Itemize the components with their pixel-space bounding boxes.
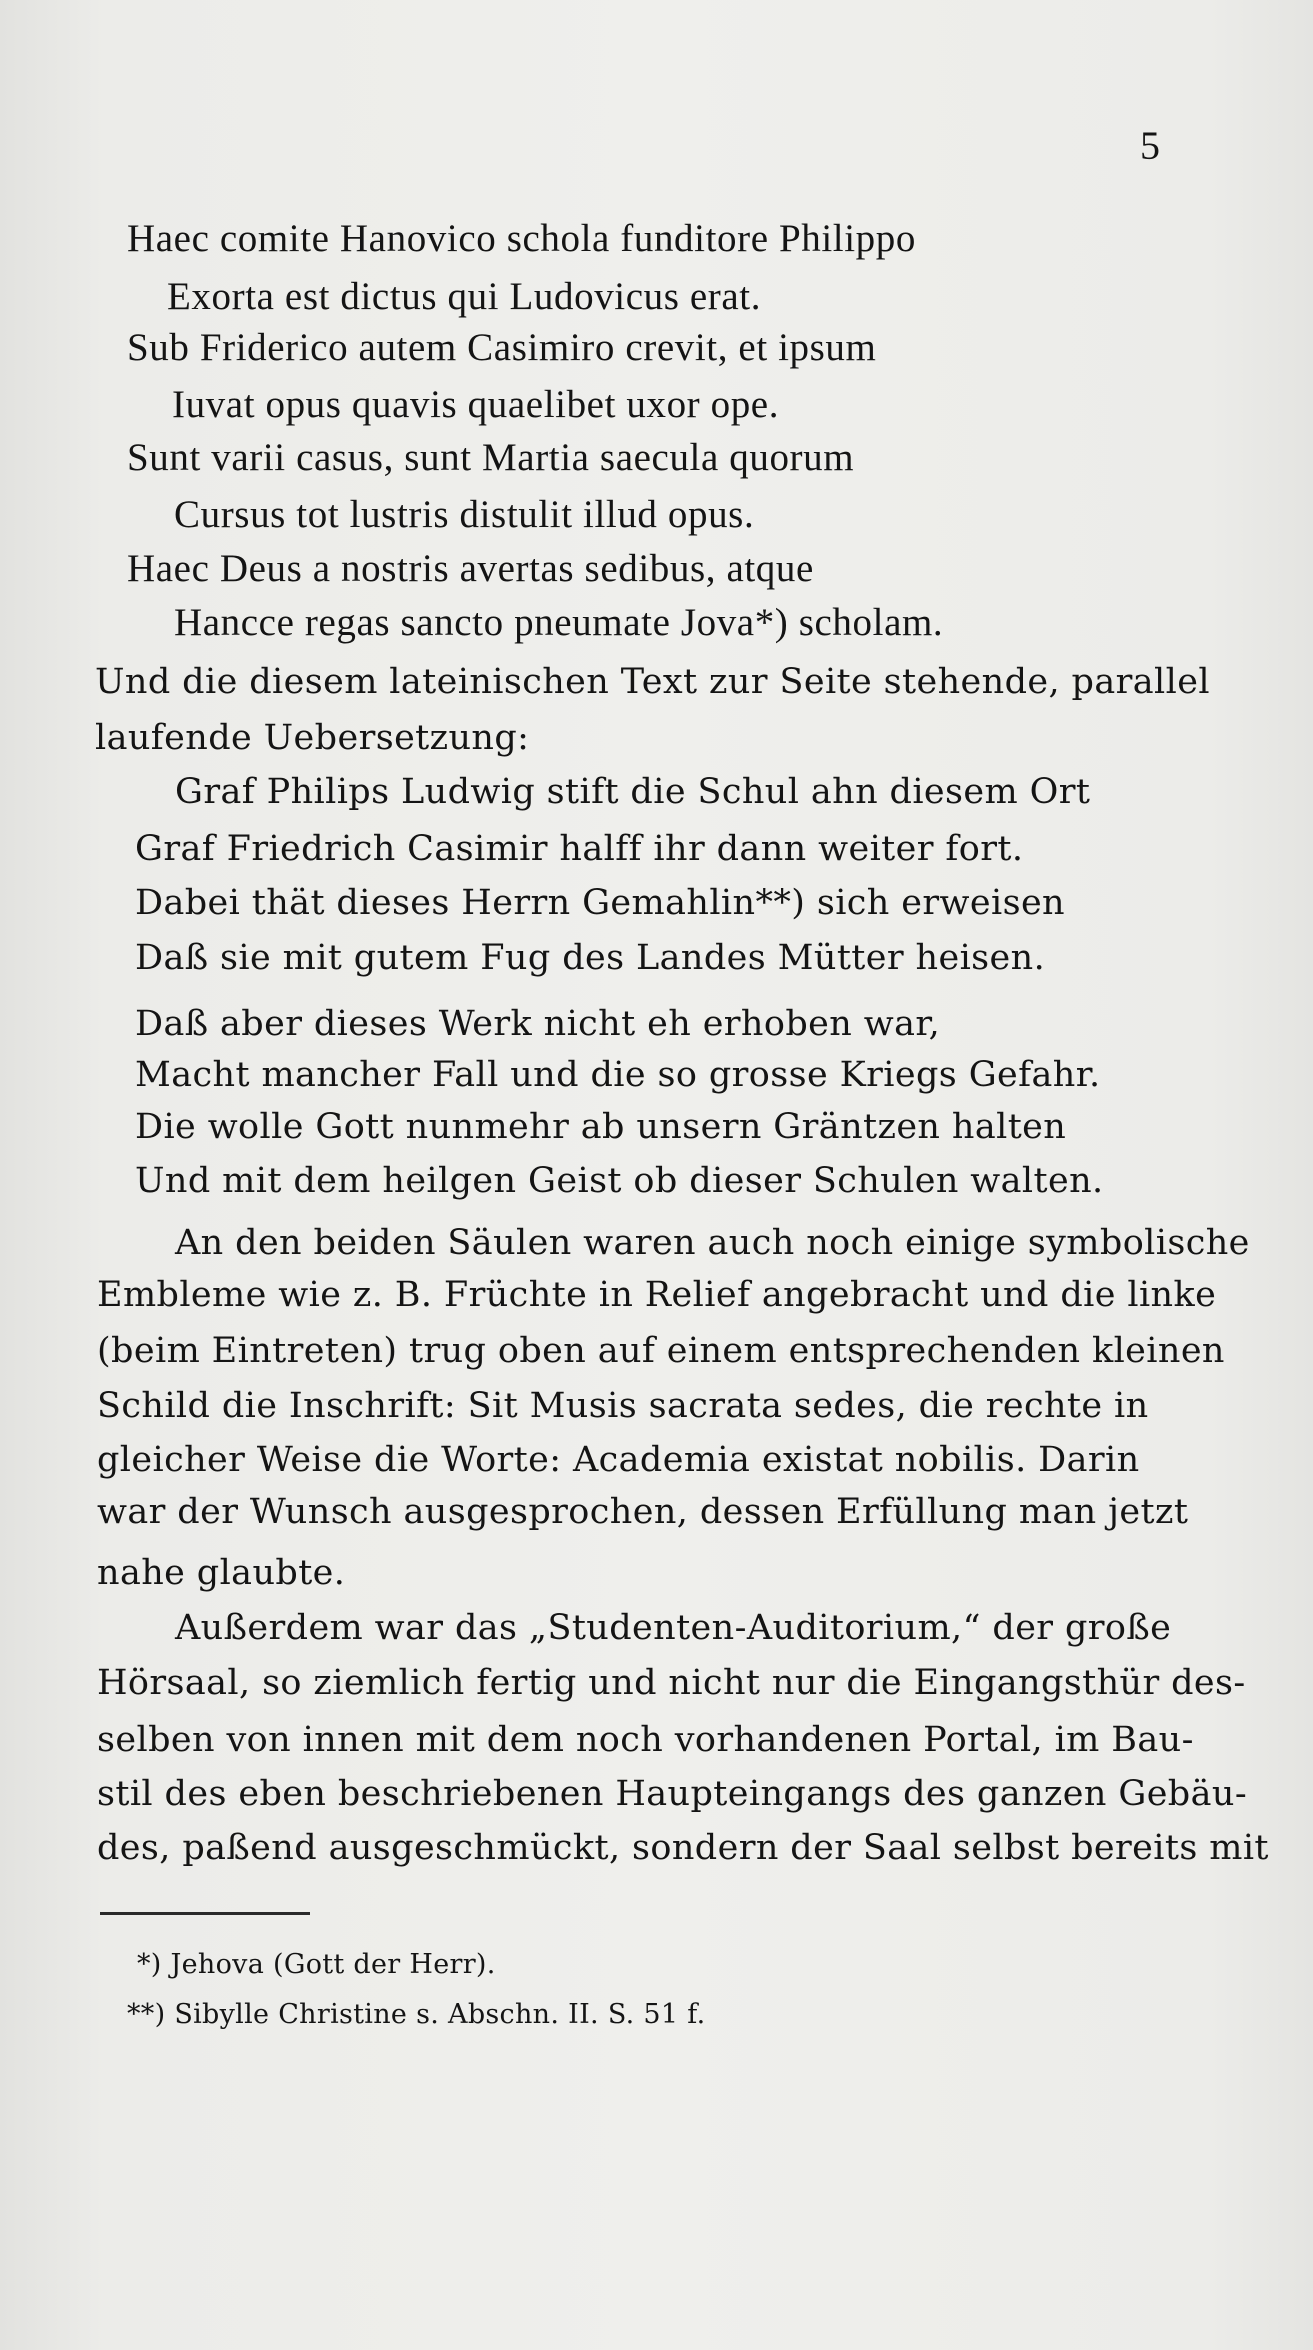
page-number: 5 xyxy=(1140,123,1160,168)
latin-poem-line: Sub Friderico autem Casimiro crevit, et ipsum xyxy=(127,326,877,369)
latin-poem-line: Haec Deus a nostris avertas sedibus, atque xyxy=(127,547,814,590)
paragraph-line: gleicher Weise die Worte: Academia existat nobilis. Darin xyxy=(97,1440,1140,1480)
paragraph-line: stil des eben beschriebenen Haupteingangs des ganzen Gebäu- xyxy=(97,1774,1248,1814)
german-poem-line: Graf Philips Ludwig stift die Schul ahn diesem Ort xyxy=(175,772,1091,812)
latin-poem-line: Cursus tot lustris distulit illud opus. xyxy=(174,493,755,536)
paragraph-line: Außerdem war das „Studenten-Auditorium,“ der große xyxy=(175,1608,1172,1648)
german-poem-line: Und mit dem heilgen Geist ob dieser Schulen walten. xyxy=(135,1161,1104,1201)
paragraph-line: selben von innen mit dem noch vorhandenen Portal, im Bau- xyxy=(97,1720,1194,1760)
paragraph-line: war der Wunsch ausgesprochen, dessen Erfüllung man jetzt xyxy=(97,1492,1189,1532)
paragraph-line: nahe glaubte. xyxy=(97,1553,346,1593)
paragraph-line: An den beiden Säulen waren auch noch einige symbolische xyxy=(175,1223,1250,1263)
paragraph-line: Embleme wie z. B. Früchte in Relief angebracht und die linke xyxy=(97,1275,1217,1315)
intro-line: laufende Uebersetzung: xyxy=(95,718,530,758)
latin-poem-line: Iuvat opus quavis quaelibet uxor ope. xyxy=(172,383,780,426)
paragraph-line: Schild die Inschrift: Sit Musis sacrata sedes, die rechte in xyxy=(97,1386,1149,1426)
german-poem-line: Dabei thät dieses Herrn Gemahlin**) sich erweisen xyxy=(135,883,1065,923)
paragraph-line: des, paßend ausgeschmückt, sondern der Saal selbst bereits mit xyxy=(97,1828,1269,1868)
footnote: **) Sibylle Christine s. Abschn. II. S. 51 f. xyxy=(127,1999,706,2030)
german-poem-line: Daß sie mit gutem Fug des Landes Mütter heisen. xyxy=(135,938,1046,978)
latin-poem-line: Exorta est dictus qui Ludovicus erat. xyxy=(167,275,762,318)
latin-poem-line: Sunt varii casus, sunt Martia saecula quorum xyxy=(127,436,855,479)
intro-line: Und die diesem lateinischen Text zur Seite stehende, parallel xyxy=(95,662,1210,702)
german-poem-line: Daß aber dieses Werk nicht eh erhoben war, xyxy=(135,1004,941,1044)
footnote-rule xyxy=(100,1912,310,1915)
latin-poem-line: Haec comite Hanovico schola funditore Philippo xyxy=(127,217,916,260)
german-poem-line: Graf Friedrich Casimir halff ihr dann weiter fort. xyxy=(135,829,1024,869)
latin-poem-line: Hancce regas sancto pneumate Jova*) scholam. xyxy=(174,601,944,644)
german-poem-line: Die wolle Gott nunmehr ab unsern Gräntzen halten xyxy=(135,1107,1067,1147)
paragraph-line: (beim Eintreten) trug oben auf einem entsprechenden kleinen xyxy=(97,1331,1225,1371)
footnote: *) Jehova (Gott der Herr). xyxy=(137,1949,496,1980)
german-poem-line: Macht mancher Fall und die so grosse Kriegs Gefahr. xyxy=(135,1055,1101,1095)
paragraph-line: Hörsaal, so ziemlich fertig und nicht nur die Eingangsthür des- xyxy=(97,1663,1246,1703)
